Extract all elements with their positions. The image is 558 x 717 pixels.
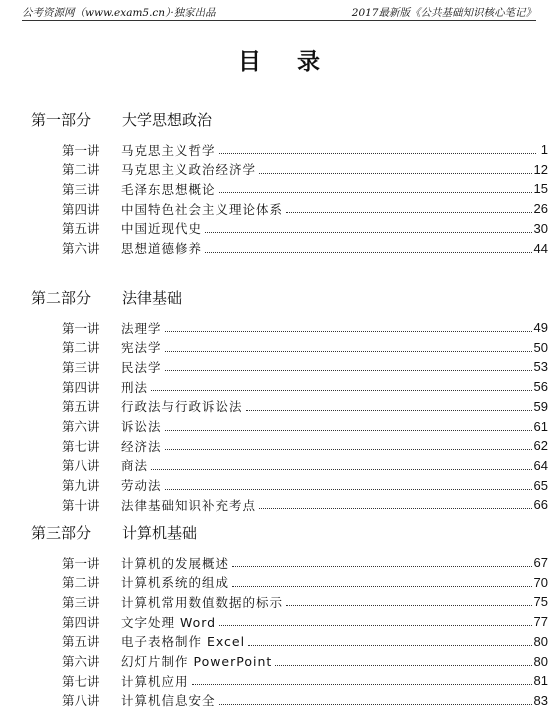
lecture-number: 第八讲 (62, 458, 100, 474)
part-label: 第二部分 (31, 289, 92, 307)
dot-leader (165, 489, 532, 490)
entry-title: 计算机的发展概述 (121, 555, 230, 571)
toc-entry[interactable] (62, 553, 548, 572)
toc-entry[interactable] (62, 436, 548, 455)
lecture-number: 第九讲 (62, 478, 100, 494)
page-number: 80 (533, 633, 548, 649)
lecture-number: 第八讲 (62, 693, 100, 709)
toc-entry[interactable] (62, 632, 548, 651)
dot-leader (232, 566, 532, 567)
lecture-number: 第六讲 (62, 241, 100, 256)
toc-entry[interactable] (62, 652, 548, 671)
entry-title: 计算机系统的组成 (121, 575, 230, 591)
entry-title: 刑法 (121, 379, 149, 395)
toc-entry[interactable] (62, 592, 548, 611)
lecture-number: 第四讲 (62, 379, 100, 395)
lecture-number: 第二讲 (62, 340, 100, 356)
entry-title: 思想道德修养 (121, 241, 203, 256)
part-label: 第三部分 (31, 524, 92, 542)
entry-title: 计算机常用数值数据的标示 (121, 594, 284, 610)
entry-title: 诉讼法 (121, 419, 162, 434)
page-title: 目录 (238, 49, 356, 75)
part-label: 第一部分 (31, 111, 92, 129)
page-number: 83 (533, 692, 548, 708)
page-number: 56 (533, 379, 548, 395)
lecture-number: 第七讲 (62, 438, 100, 454)
lecture-number: 第六讲 (62, 419, 100, 434)
dot-leader (219, 704, 532, 705)
dot-leader (286, 605, 532, 606)
toc-entry[interactable] (62, 612, 548, 631)
dot-leader (286, 212, 532, 213)
page-number: 61 (533, 418, 548, 434)
page-number: 26 (533, 201, 548, 217)
toc-entry[interactable] (62, 357, 548, 376)
dot-leader (219, 153, 536, 154)
entry-title: 马克思主义哲学 (121, 142, 216, 158)
toc-entry[interactable] (62, 691, 548, 710)
toc-entry[interactable] (62, 456, 548, 475)
header-divider (22, 20, 536, 22)
page-number: 64 (533, 457, 548, 473)
toc-entry[interactable] (62, 377, 548, 396)
page-number: 50 (533, 339, 548, 355)
dot-leader (151, 390, 532, 391)
entry-title: 计算机应用 (121, 673, 189, 689)
entry-title: 中国近现代史 (121, 221, 203, 237)
lecture-number: 第三讲 (62, 594, 100, 610)
toc-entry[interactable] (62, 219, 548, 238)
part-name: 法律基础 (122, 289, 183, 307)
entry-title: 商法 (121, 458, 149, 474)
entry-title: 电子表格制作 Excel (121, 634, 246, 650)
page-number: 75 (533, 594, 548, 610)
running-header (22, 4, 536, 20)
toc-entry[interactable] (62, 318, 548, 337)
toc-entry[interactable] (62, 495, 548, 514)
dot-leader (151, 469, 532, 470)
entry-title: 行政法与行政诉讼法 (121, 399, 243, 415)
page-number: 67 (533, 555, 548, 570)
page-number: 49 (533, 320, 548, 335)
dot-leader (205, 232, 532, 233)
lecture-number: 第五讲 (62, 221, 100, 237)
entry-title: 毛泽东思想概论 (121, 181, 216, 197)
page-number: 80 (533, 653, 548, 669)
page-number: 77 (533, 614, 548, 630)
entry-title: 中国特色社会主义理论体系 (121, 201, 284, 217)
lecture-number: 第五讲 (62, 634, 100, 650)
dot-leader (165, 370, 532, 371)
part-heading (31, 109, 212, 130)
lecture-number: 第一讲 (62, 555, 100, 571)
toc-entry[interactable] (62, 338, 548, 357)
lecture-number: 第三讲 (62, 359, 100, 375)
dot-leader (219, 625, 531, 626)
dot-leader (232, 586, 532, 587)
lecture-number: 第六讲 (62, 654, 100, 669)
dot-leader (165, 430, 532, 431)
dot-leader (165, 449, 532, 450)
page-number: 53 (533, 359, 548, 375)
entry-title: 计算机信息安全 (121, 693, 216, 709)
entry-title: 法理学 (121, 320, 162, 336)
toc-entry[interactable] (62, 397, 548, 416)
toc-entry[interactable] (62, 199, 548, 218)
page-number: 15 (533, 181, 548, 197)
dot-leader (219, 192, 532, 193)
page-number: 66 (533, 497, 548, 513)
part-name: 大学思想政治 (122, 111, 213, 129)
entry-title: 劳动法 (121, 478, 162, 494)
dot-leader (246, 410, 532, 411)
entry-title: 幻灯片制作 PowerPoint (121, 654, 273, 669)
lecture-number: 第五讲 (62, 399, 100, 415)
entry-title: 文字处理 Word (121, 614, 217, 630)
page-number: 30 (533, 220, 548, 236)
lecture-number: 第一讲 (62, 142, 100, 158)
page-number: 12 (533, 161, 548, 177)
dot-leader (259, 173, 532, 174)
dot-leader (205, 252, 532, 253)
part-heading (31, 522, 197, 543)
page-number: 1 (540, 142, 548, 157)
toc-entry[interactable] (62, 476, 548, 495)
toc-entry[interactable] (62, 573, 548, 592)
lecture-number: 第七讲 (62, 673, 100, 689)
page-number: 81 (533, 673, 548, 689)
page-number: 59 (533, 398, 548, 414)
toc-entry[interactable] (62, 417, 548, 436)
page-number: 70 (533, 574, 548, 590)
header-source: 公考资源网（www.exam5.cn）·独家出品 (22, 7, 216, 19)
lecture-number: 第三讲 (62, 181, 100, 197)
entry-title: 法律基础知识补充考点 (121, 497, 257, 513)
dot-leader (192, 684, 532, 685)
dot-leader (259, 508, 532, 509)
entry-title: 经济法 (121, 438, 162, 454)
lecture-number: 第二讲 (62, 575, 100, 591)
entry-title: 宪法学 (121, 340, 162, 356)
page-number: 44 (533, 240, 548, 256)
header-book-title: 2017最新版《公共基础知识核心笔记》 (351, 7, 536, 19)
lecture-number: 第一讲 (62, 320, 100, 336)
toc-entry[interactable] (62, 671, 548, 690)
page-number: 62 (533, 438, 548, 454)
lecture-number: 第十讲 (62, 497, 100, 513)
lecture-number: 第四讲 (62, 201, 100, 217)
toc-entry[interactable] (62, 239, 548, 258)
lecture-number: 第二讲 (62, 162, 100, 178)
dot-leader (165, 351, 532, 352)
part-name: 计算机基础 (122, 524, 198, 542)
lecture-number: 第四讲 (62, 614, 100, 630)
toc-entry[interactable] (62, 160, 548, 179)
dot-leader (248, 645, 531, 646)
entry-title: 马克思主义政治经济学 (121, 162, 257, 178)
dot-leader (275, 665, 531, 666)
toc-entry[interactable] (62, 140, 548, 159)
entry-title: 民法学 (121, 359, 162, 375)
part-heading (31, 287, 182, 308)
toc-entry[interactable] (62, 179, 548, 198)
dot-leader (165, 331, 532, 332)
page-number: 65 (533, 477, 548, 493)
